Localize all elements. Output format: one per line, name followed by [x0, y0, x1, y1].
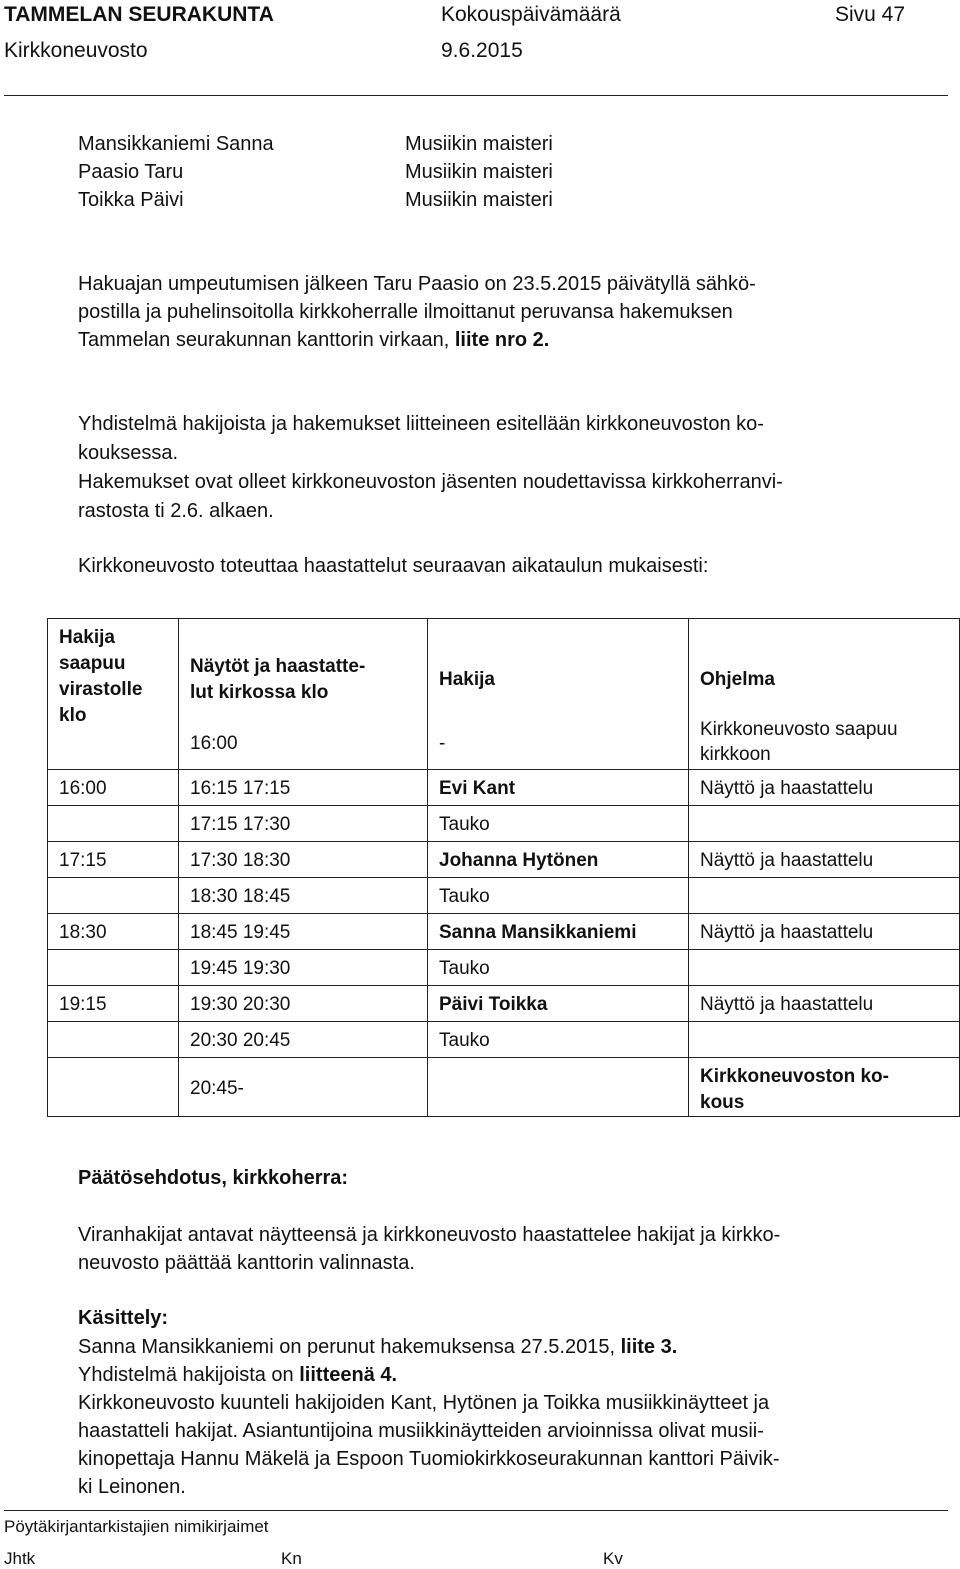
- paragraph-line: Hakuajan umpeutumisen jälkeen Taru Paasio on 23.5.2015 päivätyllä sähkö-: [78, 273, 756, 295]
- applicant-title: Musiikin maisteri: [405, 189, 553, 211]
- paragraph-line: Hakemukset ovat olleet kirkkoneuvoston jäsenten noudettavissa kirkkoherranvi-: [78, 471, 783, 493]
- table-header-row: [48, 619, 960, 732]
- header-demo: [179, 619, 428, 732]
- program-cell: Näyttö ja haastattelu: [689, 770, 960, 806]
- organization-name: TAMMELAN SEURAKUNTA: [4, 3, 274, 26]
- applicant-cell: Tauko: [428, 950, 689, 986]
- paragraph-line: [78, 327, 549, 353]
- applicant-cell: Tauko: [428, 806, 689, 842]
- time-cell: 18:45 19:45: [179, 914, 428, 950]
- program-cell: [689, 806, 960, 842]
- program-cell: [689, 950, 960, 986]
- time-cell: 20:30 20:45: [179, 1022, 428, 1058]
- document-type: Kokouspäivämäärä: [441, 3, 621, 26]
- applicant-title: Musiikin maisteri: [405, 161, 553, 183]
- schedule-table: [47, 618, 960, 1117]
- meeting-body: Kirkkoneuvosto: [4, 39, 148, 62]
- proposal-heading: Päätösehdotus, kirkkoherra:: [78, 1167, 349, 1189]
- table-row: [48, 842, 960, 878]
- arrive-cell: 19:15: [48, 986, 179, 1022]
- intro-time: 16:00: [179, 731, 428, 770]
- program-text: kous: [700, 1092, 745, 1113]
- applicant-name: Toikka Päivi: [78, 189, 184, 211]
- table-row: [48, 1022, 960, 1058]
- applicant-cell: Johanna Hytönen: [428, 842, 689, 878]
- applicant-cell: Tauko: [428, 1022, 689, 1058]
- attachment-ref: liitteenä 4.: [299, 1364, 398, 1386]
- header-program: Ohjelma: [689, 619, 960, 732]
- footer-initial: Kv: [603, 1549, 623, 1568]
- applicant-cell: Tauko: [428, 878, 689, 914]
- program-text: kirkkoon: [700, 744, 771, 765]
- intro-applicant: -: [428, 731, 689, 770]
- header-divider: [4, 95, 948, 96]
- paragraph-line: Kirkkoneuvosto toteuttaa haastattelut seuraavan aikataulun mukaisesti:: [78, 555, 709, 577]
- program-cell: Näyttö ja haastattelu: [689, 914, 960, 950]
- arrive-cell: [48, 1058, 179, 1117]
- intro-row: [48, 731, 960, 770]
- time-cell: 19:45 19:30: [179, 950, 428, 986]
- paragraph-line: kouksessa.: [78, 442, 179, 464]
- program-cell: [689, 1058, 960, 1117]
- paragraph-line: neuvosto päättää kanttorin valinnasta.: [78, 1252, 415, 1274]
- header-text: Näytöt ja haastatte-: [190, 656, 366, 677]
- paragraph-line: Kirkkoneuvosto kuunteli hakijoiden Kant, Hytönen ja Toikka musiikkinäytteet ja: [78, 1392, 770, 1414]
- arrive-cell: [48, 878, 179, 914]
- table-row: [48, 986, 960, 1022]
- header-text: klo: [59, 705, 87, 726]
- paragraph-line: ki Leinonen.: [78, 1476, 186, 1498]
- header-text: saapuu: [59, 653, 126, 674]
- arrive-cell: 18:30: [48, 914, 179, 950]
- program-cell: [689, 878, 960, 914]
- applicant-title: Musiikin maisteri: [405, 133, 553, 155]
- paragraph-text: Yhdistelmä hakijoista on: [78, 1364, 300, 1386]
- applicant-cell: Päivi Toikka: [428, 986, 689, 1022]
- attachment-ref: liite nro 2.: [454, 329, 550, 351]
- header-text: lut kirkossa klo: [190, 682, 329, 703]
- applicant-name: Paasio Taru: [78, 161, 184, 183]
- time-cell: 20:45-: [179, 1058, 428, 1117]
- paragraph-line: rastosta ti 2.6. alkaen.: [78, 500, 274, 522]
- arrive-cell: 16:00: [48, 770, 179, 806]
- paragraph-text: Tammelan seurakunnan kanttorin virkaan,: [78, 329, 455, 351]
- paragraph-text: Sanna Mansikkaniemi on perunut hakemuksensa 27.5.2015,: [78, 1336, 621, 1358]
- table-row: [48, 806, 960, 842]
- program-text: Kirkkoneuvoston ko-: [700, 1066, 889, 1087]
- paragraph-line: postilla ja puhelinsoitolla kirkkoherralle ilmoittanut peruvansa hakemuksen: [78, 301, 733, 323]
- applicant-name: Mansikkaniemi Sanna: [78, 133, 274, 155]
- intro-program: [689, 719, 960, 770]
- footer-label: Pöytäkirjantarkistajien nimikirjaimet: [4, 1517, 269, 1536]
- applicant-cell: [428, 1058, 689, 1117]
- footer-initial: Kn: [281, 1549, 302, 1568]
- table-row: [48, 878, 960, 914]
- footer-divider: [4, 1510, 948, 1511]
- header-text: Hakija: [59, 627, 115, 648]
- meeting-date: 9.6.2015: [441, 39, 523, 62]
- header-text: virastolle: [59, 679, 143, 700]
- paragraph-line: Viranhakijat antavat näytteensä ja kirkkoneuvosto haastattelee hakijat ja kirkko-: [78, 1224, 781, 1246]
- attachment-ref: liite 3.: [620, 1336, 678, 1358]
- program-cell: Näyttö ja haastattelu: [689, 986, 960, 1022]
- table-row: [48, 914, 960, 950]
- program-cell: Näyttö ja haastattelu: [689, 842, 960, 878]
- arrive-cell: [48, 1022, 179, 1058]
- table-row: [48, 770, 960, 806]
- final-row: [48, 1058, 960, 1117]
- time-cell: 19:30 20:30: [179, 986, 428, 1022]
- header-arrive: [48, 619, 179, 770]
- arrive-cell: [48, 950, 179, 986]
- table-row: [48, 950, 960, 986]
- page-number: Sivu 47: [835, 3, 906, 26]
- time-cell: 16:15 17:15: [179, 770, 428, 806]
- header-applicant: Hakija: [428, 619, 689, 732]
- time-cell: 17:15 17:30: [179, 806, 428, 842]
- processing-heading: Käsittely:: [78, 1307, 169, 1329]
- applicant-cell: Sanna Mansikkaniemi: [428, 914, 689, 950]
- paragraph-line: [78, 1334, 677, 1360]
- paragraph-line: haastatteli hakijat. Asiantuntijoina musiikkinäytteiden arvioinnissa olivat musii-: [78, 1420, 764, 1442]
- arrive-cell: 17:15: [48, 842, 179, 878]
- footer-initial: Jhtk: [4, 1549, 36, 1568]
- time-cell: 17:30 18:30: [179, 842, 428, 878]
- program-text: Kirkkoneuvosto saapuu: [700, 719, 898, 740]
- paragraph-line: [78, 1362, 397, 1388]
- program-cell: [689, 1022, 960, 1058]
- applicant-cell: Evi Kant: [428, 770, 689, 806]
- arrive-cell: [48, 806, 179, 842]
- time-cell: 18:30 18:45: [179, 878, 428, 914]
- paragraph-line: Yhdistelmä hakijoista ja hakemukset liitteineen esitellään kirkkoneuvoston ko-: [78, 413, 764, 435]
- paragraph-line: kinopettaja Hannu Mäkelä ja Espoon Tuomiokirkkoseurakunnan kanttori Päivik-: [78, 1448, 780, 1470]
